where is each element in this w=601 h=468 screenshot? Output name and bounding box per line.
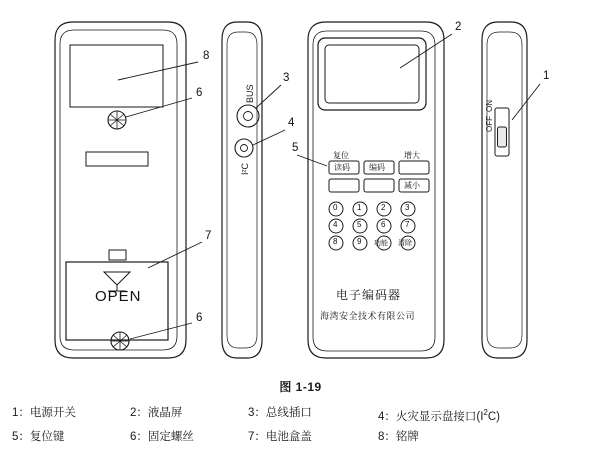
legend-item-3: 3：总线插口: [248, 407, 312, 419]
device-side-view-left: [222, 22, 262, 358]
keypad-label-3: 3: [405, 203, 410, 212]
keypad-label-function: 功能: [374, 240, 388, 247]
legend-row: [12, 403, 591, 427]
button-label-increase: 增大: [404, 151, 420, 160]
figure-number: 图 1-19: [279, 380, 322, 394]
keypad-label-2: 2: [381, 203, 386, 212]
callout-2: 2: [455, 21, 462, 33]
callout-3: 3: [283, 72, 290, 84]
callout-6-bottom: 6: [196, 312, 203, 324]
callout-6-top: 6: [196, 87, 203, 99]
legend-item-5: 5：复位键: [12, 430, 65, 443]
legend-row: [12, 427, 591, 447]
legend-item-7: 7：电池盒盖: [248, 430, 312, 443]
keypad-label-1: 1: [357, 203, 362, 212]
power-off-label: OFF: [485, 116, 494, 132]
callout-8: 8: [203, 50, 210, 62]
callout-4: 4: [288, 117, 295, 129]
fixing-screw-bottom: [111, 332, 129, 350]
legend-item-4: 4：火灾显示盘接口$(I^2C)$: [378, 408, 501, 423]
device-brand-title: 电子编码器: [336, 288, 402, 302]
device-front-view: [308, 22, 444, 358]
keypad-label-8: 8: [333, 237, 338, 246]
callout-5: 5: [292, 142, 299, 154]
button-label-reset: 复位: [333, 151, 349, 160]
keypad-label-6: 6: [381, 220, 386, 229]
keypad-label-9: 9: [357, 237, 362, 246]
legend-item-8: 8：铭牌: [378, 430, 419, 443]
fixing-screw-top: [108, 111, 126, 129]
device-side-view-right: [482, 22, 527, 358]
keypad-label-clear: 清除: [398, 240, 412, 247]
figure-caption-block: [0, 378, 601, 447]
power-on-label: ON: [485, 100, 494, 112]
device-company-name: 海湾安全技术有限公司: [320, 311, 416, 321]
callout-7: 7: [205, 230, 212, 242]
keypad-label-0: 0: [333, 203, 338, 212]
figure-legend: [0, 403, 601, 447]
keypad-label-4: 4: [333, 220, 338, 229]
device-rear-view: [55, 22, 186, 358]
bus-port-label: BUS: [245, 84, 255, 103]
i2c-port-label: I²C: [240, 163, 250, 175]
button-label-read-code: 读码: [334, 163, 350, 172]
legend-item-2: 2：液晶屏: [130, 407, 183, 419]
callout-1: 1: [543, 70, 550, 82]
battery-cover-open-text: OPEN: [95, 288, 142, 305]
button-label-encode: 编码: [369, 163, 385, 172]
button-label-decrease: 减小: [404, 181, 420, 190]
legend-item-1: 1：电源开关: [12, 407, 76, 419]
legend-item-6: 6：固定螺丝: [130, 430, 194, 443]
keypad-label-7: 7: [405, 220, 410, 229]
keypad-label-5: 5: [357, 220, 362, 229]
